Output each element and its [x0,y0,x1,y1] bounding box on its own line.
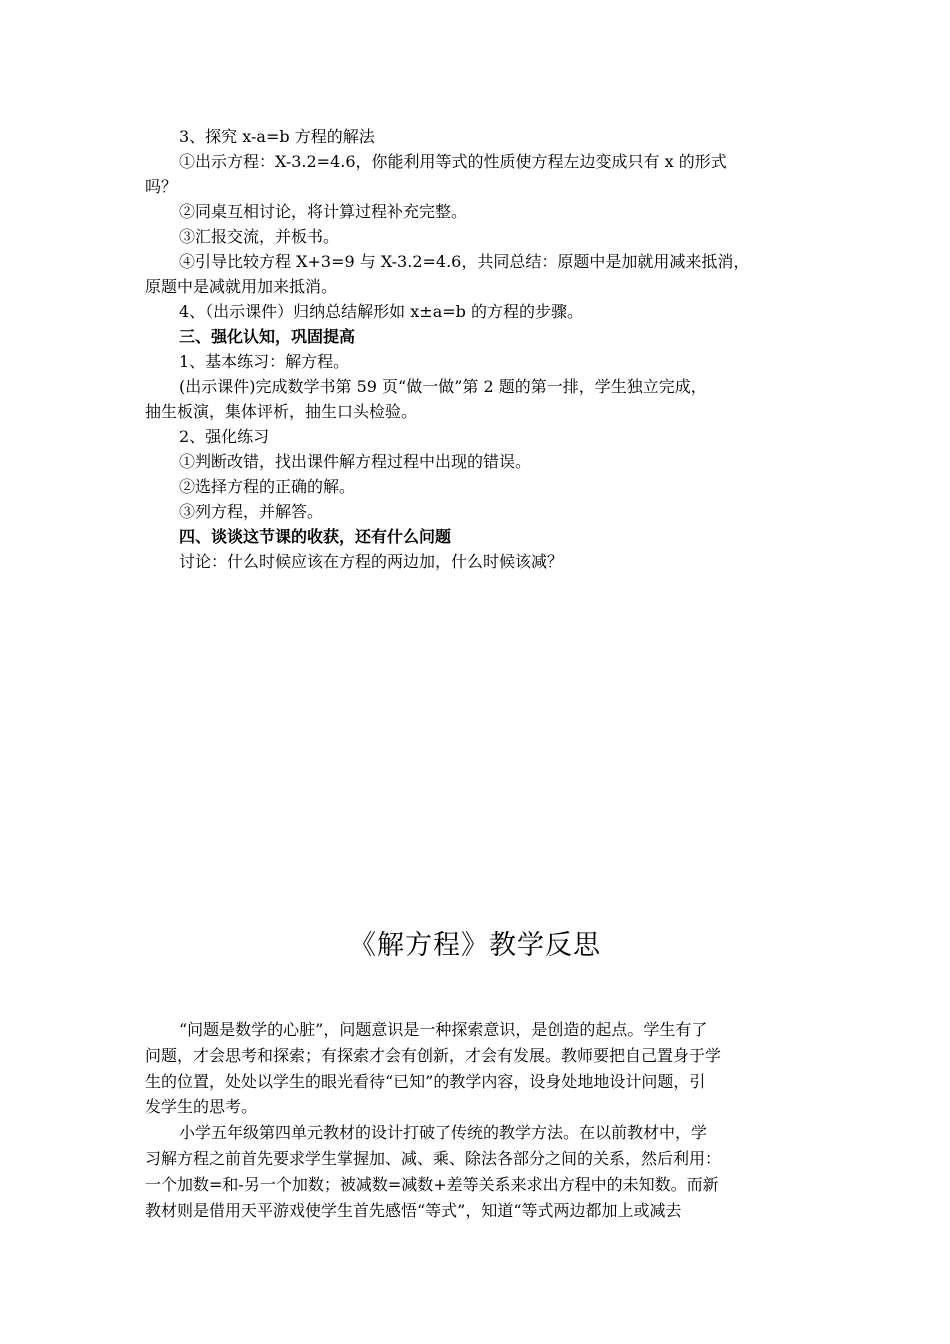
lesson-line: 1、基本练习：解方程。 [179,352,350,371]
reflection-line: 生的位置，处处以学生的眼光看待“已知”的教学内容，设身处地地设计问题，引 [145,1071,706,1091]
lesson-line: ③列方程，并解答。 [179,502,324,521]
reflection-line: 习解方程之前首先要求学生掌握加、减、乘、除法各部分之间的关系，然后利用： [145,1148,722,1168]
lesson-line: 3、探究 x-a=b 方程的解法 [179,127,375,146]
lesson-heading: 四、谈谈这节课的收获，还有什么问题 [179,527,452,546]
lesson-line: ④引导比较方程 X+3=9 与 X-3.2=4.6，共同总结：原题中是加就用减来抵消， [179,252,750,271]
reflection-line: 发学生的思考。 [145,1097,258,1117]
lesson-line: 讨论：什么时候应该在方程的两边加，什么时候该减？ [179,552,564,571]
reflection-line: 问题，才会思考和探索；有探索才会有创新，才会有发展。教师要把自己置身于学 [145,1045,722,1065]
lesson-steps-section [145,124,810,574]
document-title: 《解方程》教学反思 [349,930,601,961]
lesson-line: ①判断改错，找出课件解方程过程中出现的错误。 [179,452,532,471]
reflection-line: 教材则是借用天平游戏使学生首先感悟“等式”，知道“等式两边都加上或减去 [145,1200,682,1220]
lesson-line: 吗？ [145,177,178,196]
reflection-section [145,1017,810,1223]
lesson-line: 抽生板演，集体评析，抽生口头检验。 [145,402,418,421]
lesson-line: 原题中是减就用加来抵消。 [145,277,338,296]
reflection-line: “问题是数学的心脏”，问题意识是一种探索意识，是创造的起点。学生有了 [179,1020,708,1039]
lesson-line: (出示课件)完成数学书第 59 页“做一做”第 2 题的第一排，学生独立完成， [179,377,707,396]
lesson-line: ①出示方程：X-3.2=4.6，你能利用等式的性质使方程左边变成只有 x 的形式 [179,152,727,171]
lesson-line: ②同桌互相讨论，将计算过程补充完整。 [179,202,468,221]
lesson-line: 2、强化练习 [179,427,270,446]
lesson-line: ②选择方程的正确的解。 [179,477,356,496]
reflection-line: 一个加数=和-另一个加数；被减数=减数+差等关系来求出方程中的未知数。而新 [145,1174,719,1194]
reflection-line: 小学五年级第四单元教材的设计打破了传统的教学方法。在以前教材中，学 [179,1123,708,1143]
lesson-line: ③汇报交流，并板书。 [179,227,340,246]
lesson-heading: 三、强化认知，巩固提高 [179,327,356,346]
lesson-line: 4、（出示课件）归纳总结解形如 x±a=b 的方程的步骤。 [179,302,583,321]
